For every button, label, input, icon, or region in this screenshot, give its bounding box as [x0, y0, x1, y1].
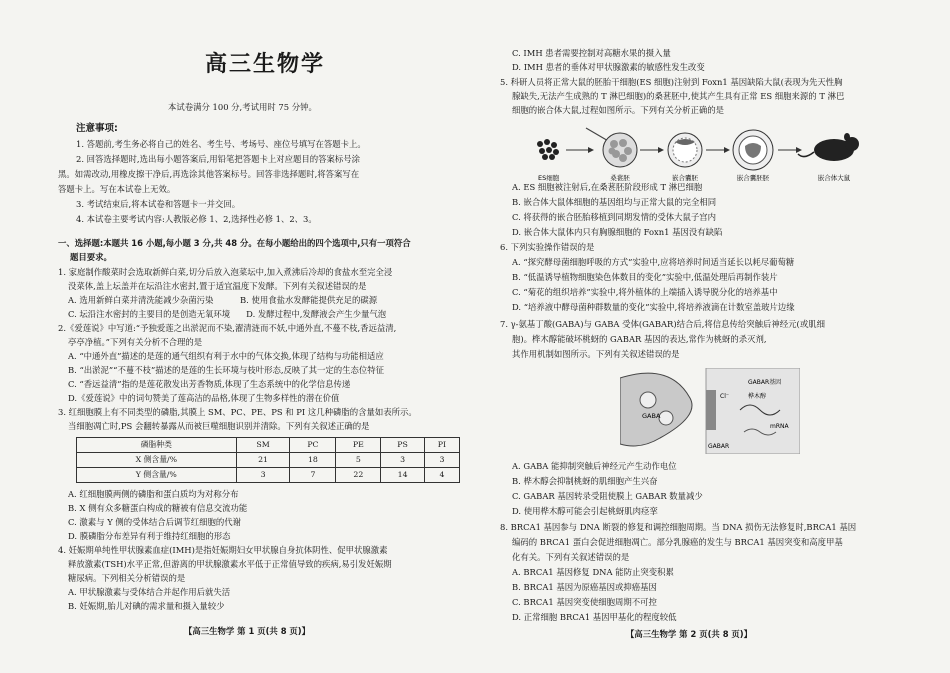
question-line: 4. 妊娠期单纯性甲状腺素血症(IMH)是指妊娠期妇女甲状腺自身抗体阴性、促甲状腺激素 [58, 545, 388, 555]
option-line: D. 膜磷脂分布差异有利于维持红细胞的形态 [68, 531, 231, 541]
section-heading: 题目要求。 [70, 252, 112, 262]
chimera-process-figure [528, 122, 888, 184]
option-line: C. GABAR 基因转录受阻使膜上 GABAR 数量减少 [512, 491, 703, 501]
table-cell: 3 [424, 453, 459, 468]
chimeric-embryo-icon [733, 130, 773, 170]
option-line: A. 红细胞膜两侧的磷脂和蛋白质均为对称分布 [68, 489, 239, 499]
option-line: C. 激素与 Y 侧的受体结合后调节红细胞的代谢 [68, 517, 242, 527]
table-cell: Y 侧含量/% [77, 468, 237, 483]
table-cell: X 侧含量/% [77, 453, 237, 468]
option-line: B. “出淤泥”“不蔓不枝”描述的是莲的生长环境与枝叶形态,反映了其一定的生态位特征 [68, 365, 385, 375]
table-cell: 7 [290, 468, 336, 483]
lipid-table [76, 437, 460, 483]
question-line: 6. 下列实验操作错误的是 [500, 242, 595, 252]
section-heading: 一、选择题:本题共 16 小题,每小题 3 分,共 48 分。在每小题给出的四个选项中,只有一项符合 [58, 238, 411, 248]
es-cells-icon [537, 139, 559, 160]
table-row [77, 453, 460, 468]
figure-label: 嵌合囊胚胚 [736, 174, 770, 182]
table-cell: 3 [236, 468, 290, 483]
option-line: C. IMH 患者需要控制对高糖水果的摄入量 [512, 48, 671, 58]
question-line: 胞)。桦木醇能破坏桃蚜的 GABAR 基因的表达,常作为桃蚜的杀灭剂, [512, 334, 767, 344]
table-cell: PE [336, 438, 381, 453]
figure-label: 嵌合体大鼠 [817, 174, 851, 182]
rat-icon [798, 133, 859, 161]
option-line: B. “低温诱导植物细胞染色体数目的变化”实验中,低温处理后再制作装片 [512, 272, 778, 282]
option-line: C. 将获得的嵌合胚胎移植到同期发情的受体大鼠子宫内 [512, 212, 717, 222]
option-line: A. 甲状腺激素与受体结合并起作用后就失活 [68, 587, 231, 597]
question-line: 1. 家庭制作酸菜时会选取新鲜白菜,切分后放入泡菜坛中,加入煮沸后冷却的食盐水至完全浸 [58, 267, 393, 277]
question-line: 7. γ-氨基丁酸(GABA)与 GABA 受体(GABAR)结合后,将信息传给突触后神经元(或肌细 [500, 319, 825, 329]
question-line: 亭亭净植。”下列有关分析不合理的是 [68, 337, 203, 347]
option-line: A. “中通外直”描述的是莲的通气组织有利于水中的气体交换,体现了结构与功能相适应 [68, 351, 384, 361]
chimeric-blastocyst-icon [668, 133, 702, 167]
figure-label: mRNA [770, 423, 789, 430]
figure-label: 嵌合囊胚 [672, 174, 698, 182]
option-line: B. 嵌合体大鼠体细胞的基因组均与正常大鼠的完全相同 [512, 197, 717, 207]
option-line: A. BRCA1 基因修复 DNA 能防止突变积累 [512, 567, 674, 577]
figure-label: GABAR [708, 443, 730, 450]
figure-label: Cl⁻ [720, 393, 730, 400]
question-line: 当细胞凋亡时,PS 会翻转暴露从而被巨噬细胞识别并清除。下列有关叙述正确的是 [68, 421, 370, 431]
figure-label: 桦木醇 [748, 393, 767, 400]
table-header-row [77, 438, 460, 453]
question-line: 细胞的嵌合体大鼠,过程如图所示。下列有关分析正确的是 [512, 105, 725, 115]
question-line: 没菜体,盖上坛盖并在坛沿注水密封,置于适宜温度下发酵。下列有关叙述错误的是 [68, 281, 367, 291]
page-2 [500, 0, 912, 673]
question-line: 其作用机制如图所示。下列有关叙述错误的是 [512, 349, 680, 359]
table-row [77, 468, 460, 483]
presynaptic-terminal-shape [620, 373, 692, 446]
figure-label: ES细胞 [538, 174, 560, 182]
receptor-channel-icon [706, 390, 716, 430]
notice-line: 1. 答题前,考生务必将自己的姓名、考生号、考场号、座位号填写在答题卡上。 [76, 139, 366, 149]
question-line: 2.《爱莲说》中写道:“予独爱莲之出淤泥而不染,濯清涟而不妖,中通外直,不蔓不枝,香远益清, [58, 323, 397, 333]
option-line: A. 选用新鲜白菜并清洗能减少杂菌污染 B. 使用食盐水发酵能提供充足的碳源 [68, 295, 378, 305]
option-line: C. “菊花的组织培养”实验中,将外植体的上端插入诱导脱分化的培养基中 [512, 287, 778, 297]
table-cell: 18 [290, 453, 336, 468]
notice-line: 4. 本试卷主要考试内容:人教版必修 1、2,选择性必修 1、2、3。 [76, 214, 317, 224]
question-line: 编码的 BRCA1 蛋白会促进细胞凋亡。部分乳腺癌的发生与 BRCA1 基因突变和高度甲基 [512, 537, 843, 547]
notice-line: 答题卡上。写在本试卷上无效。 [58, 184, 176, 194]
notice-heading: 注意事项: [76, 123, 118, 134]
table-cell: SM [236, 438, 290, 453]
exam-subtitle: 本试卷满分 100 分,考试用时 75 分钟。 [168, 102, 317, 112]
table-cell: 5 [336, 453, 381, 468]
gabar-mechanism-figure [620, 368, 800, 454]
arrow-icon [724, 147, 730, 153]
notice-line: 2. 回答选择题时,选出每小题答案后,用铅笔把答题卡上对应题目的答案标号涂 [76, 154, 360, 164]
page-footer: 【高三生物学 第 1 页(共 8 页)】 [184, 626, 311, 636]
notice-line: 3. 考试结束后,将本试卷和答题卡一并交回。 [76, 199, 241, 209]
vesicle-icon [659, 411, 673, 425]
table-cell: 22 [336, 468, 381, 483]
vesicle-icon [640, 392, 656, 408]
option-line: B. BRCA1 基因为原癌基因或抑癌基因 [512, 582, 657, 592]
exam-title: 高三生物学 [204, 52, 325, 77]
table-cell: PI [424, 438, 459, 453]
option-line: D.《爱莲说》中的词句赞美了莲高洁的品格,体现了生物多样性的潜在价值 [68, 393, 340, 403]
option-line: C. 坛沿注水密封的主要目的是创造无氧环境 D. 发酵过程中,发酵液会产生少量气泡 [68, 309, 387, 319]
figure-label: 桑葚胚 [610, 174, 630, 182]
table-cell: PS [381, 438, 425, 453]
option-line: A. GABA 能抑制突触后神经元产生动作电位 [512, 461, 677, 471]
table-cell: 4 [424, 468, 459, 483]
question-line: 8. BRCA1 基因参与 DNA 断裂的修复和调控细胞周期。当 DNA 损伤无法修复时,BRCA1 基因 [500, 522, 857, 532]
morula-icon [603, 133, 637, 167]
arrow-icon [658, 147, 664, 153]
option-line: C. BRCA1 基因突变使细胞周期不可控 [512, 597, 657, 607]
figure-label: GABA [642, 412, 661, 420]
question-line: 3. 红细胞膜上有不同类型的磷脂,其膜上 SM、PC、PE、PS 和 PI 这几种磷脂的含量如表所示。 [58, 407, 417, 417]
page-1 [58, 0, 472, 673]
figure-label: GABAR基因 [748, 379, 782, 386]
option-line: D. “培养液中酵母菌种群数量的变化”实验中,将培养液滴在计数室盖玻片边缘 [512, 302, 795, 312]
table-cell: 磷脂种类 [77, 438, 237, 453]
option-line: D. 正常细胞 BRCA1 基因甲基化的程度较低 [512, 612, 677, 622]
table-cell: PC [290, 438, 336, 453]
arrow-icon [796, 147, 802, 153]
option-line: B. 妊娠期,胎儿对碘的需求量和摄入量较少 [68, 601, 225, 611]
option-line: B. X 侧有众多糖蛋白构成的糖被有信息交流功能 [68, 503, 248, 513]
option-line: D. IMH 患者的垂体对甲状腺激素的敏感性发生改变 [512, 62, 705, 72]
question-line: 化有关。下列有关叙述错误的是 [512, 552, 630, 562]
option-line: A. ES 细胞被注射后,在桑葚胚阶段形成 T 淋巴细胞 [512, 182, 703, 192]
table-cell: 14 [381, 468, 425, 483]
page-footer: 【高三生物学 第 2 页(共 8 页)】 [626, 629, 753, 639]
option-line: D. 嵌合体大鼠体内只有胸腺细胞的 Foxn1 基因没有缺陷 [512, 227, 723, 237]
option-line: C. “香远益清”指的是莲花散发出芳香物质,体现了生态系统中的化学信息传递 [68, 379, 351, 389]
option-line: D. 使用桦木醇可能会引起桃蚜肌肉痉挛 [512, 506, 658, 516]
table-cell: 3 [381, 453, 425, 468]
notice-line: 黑。如需改动,用橡皮擦干净后,再选涂其他答案标号。回答非选择题时,将答案写在 [58, 169, 360, 179]
option-line: B. 桦木醇会抑制桃蚜的肌细胞产生兴奋 [512, 476, 658, 486]
question-line: 释放激素(TSH)水平正常,但游离的甲状腺激素水平低于正常值导致的疾病,易引发妊娠期 [68, 559, 392, 569]
question-line: 腺缺失,无法产生成熟的 T 淋巴细胞)的桑葚胚中,使其产生具有正常 ES 细胞来源的 T 淋巴 [512, 91, 845, 101]
arrow-icon [588, 147, 594, 153]
table-cell: 21 [236, 453, 290, 468]
option-line: A. “探究酵母菌细胞呼吸的方式”实验中,应将培养时间适当延长以耗尽葡萄糖 [512, 257, 795, 267]
question-line: 5. 科研人员将正常大鼠的胚胎干细胞(ES 细胞)注射到 Foxn1 基因缺陷大鼠(表现为先天性胸 [500, 77, 843, 87]
question-line: 糖尿病。下列相关分析错误的是 [68, 573, 186, 583]
